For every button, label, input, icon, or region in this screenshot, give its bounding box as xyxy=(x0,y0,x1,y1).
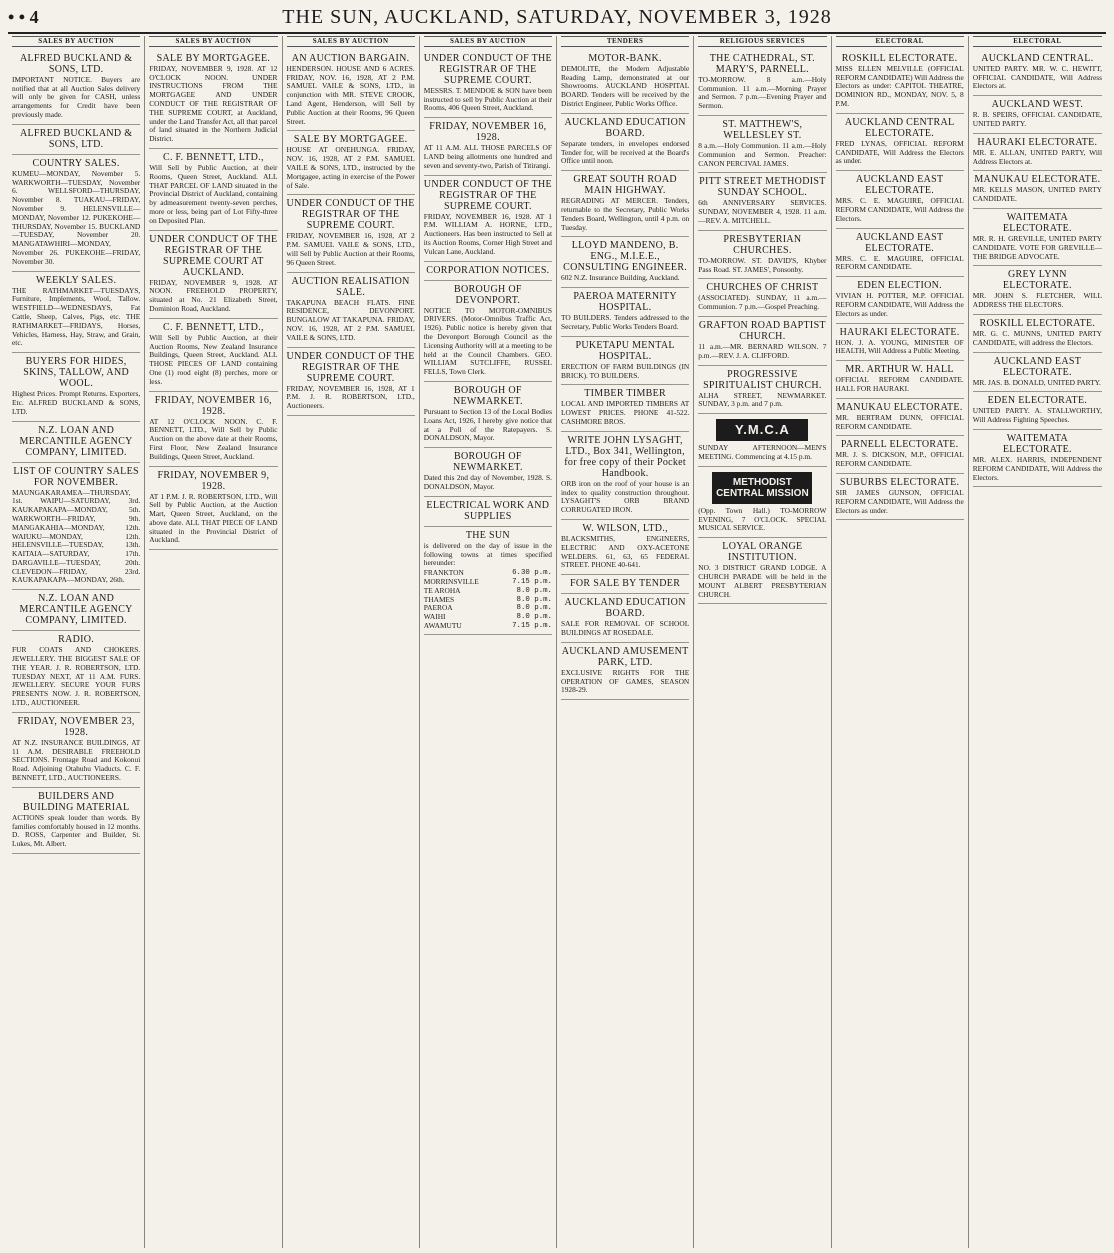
delivery-town: TE AROHA xyxy=(423,585,461,595)
ad-heading: CHURCHES OF CHRIST xyxy=(706,282,819,294)
ad-heading: ALFRED BUCKLAND & SONS, LTD. xyxy=(19,52,133,75)
ad-body: AT 12 O'CLOCK NOON. C. F. BENNETT, LTD., Will Sell by Public Auction on the above date at their Rooms, First Floor, New Zealand Insurance Buildings, Queen Street, Auckland. xyxy=(149,416,278,461)
advertisement xyxy=(698,538,826,604)
ad-body: FRIDAY, NOVEMBER 9, 1928. AT 12 O'CLOCK NOON. UNDER INSTRUCTIONS FROM THE MORTGAGEE AND UNDER CONDUCT OF THE REGISTRAR OF THE SUPREME COURT, at Auckland, under the Land Transfer Act, all that parcel of land situated in the Northern Judicial District. xyxy=(149,63,278,144)
ad-body: MESSRS. T. MENDOE & SON have been instructed to sell by Public Auction at their Rooms, 406 Queen Street, Auckland. xyxy=(423,85,552,113)
advertisement xyxy=(698,467,826,538)
ad-heading: FOR SALE BY TENDER xyxy=(570,578,681,590)
ad-heading: ELECTRICAL WORK AND SUPPLIES xyxy=(426,499,550,522)
ad-body: ERECTION OF FARM BUILDINGS (IN BRICK). TO BUILDERS. xyxy=(561,361,690,380)
ad-body: Will Sell by Public Auction, at their Auction Rooms, New Zealand Insurance Buildings, Queen Street, Auckland. ALL THOSE PIECES OF LAND containing One (1) rood eight (8) perches, more or less. xyxy=(149,332,278,386)
ad-heading: AUCKLAND AMUSEMENT PARK, LTD. xyxy=(561,645,689,668)
ad-body: MR. R. H. GREVILLE, UNITED PARTY CANDIDATE. VOTE FOR GREVILLE—THE BRIDGE ADVOCATE. xyxy=(972,233,1102,261)
ad-heading: BUILDERS AND BUILDING MATERIAL xyxy=(22,790,130,813)
ad-body: ALHA STREET, NEWMARKET. SUNDAY, 3 p.m. and 7 p.m. xyxy=(698,390,827,409)
ad-heading: AUCKLAND WEST. xyxy=(991,99,1084,111)
advertisement xyxy=(287,195,415,272)
ad-heading: W. WILSON, LTD., xyxy=(582,522,668,534)
ad-heading: THE CATHEDRAL, ST. MARY'S, PARNELL. xyxy=(709,52,815,75)
advertisement xyxy=(561,337,689,386)
ad-body: SIR JAMES GUNSON, OFFICIAL REFORM CANDIDATE, Will Address the Electors as under. xyxy=(835,487,964,515)
ad-body: FRED LYNAS, OFFICIAL REFORM CANDIDATE, Will Address the Electors as under. xyxy=(835,138,964,166)
advertisement xyxy=(561,385,689,431)
advertisement xyxy=(12,50,140,125)
ad-heading: AUCTION REALISATION SALE. xyxy=(291,275,410,298)
ad-heading: PARNELL ELECTORATE. xyxy=(840,439,959,451)
ad-heading: RADIO. xyxy=(58,634,95,646)
ad-heading: THE SUN xyxy=(465,529,510,541)
ad-heading: GREAT SOUTH ROAD MAIN HIGHWAY. xyxy=(573,174,677,197)
ad-body: MR. G. C. MUNNS, UNITED PARTY CANDIDATE, will address the Electors. xyxy=(972,328,1102,347)
ad-heading: MANUKAU ELECTORATE. xyxy=(974,174,1101,186)
ad-heading: UNDER CONDUCT OF THE REGISTRAR OF THE SUPREME COURT. xyxy=(423,178,552,212)
advertisement xyxy=(12,155,140,272)
ad-heading: FRIDAY, NOVEMBER 16, 1928. xyxy=(154,394,272,417)
ad-heading: FRIDAY, NOVEMBER 16, 1928. xyxy=(429,121,547,144)
ad-body: BLACKSMITHS, ENGINEERS, ELECTRIC AND OXY-ACETONE WELDERS. 61, 63, 65 FEDERAL STREET. PHONE 40-641. xyxy=(561,533,690,570)
ad-body: R. B. SPEIRS, OFFICIAL CANDIDATE, UNITED PARTY. xyxy=(972,110,1102,128)
advertisement xyxy=(973,430,1102,487)
ad-heading: SALE BY MORTGAGEE. xyxy=(156,52,271,64)
ad-heading: AUCKLAND EDUCATION BOARD. xyxy=(564,116,686,139)
ad-heading: BOROUGH OF NEWMARKET. xyxy=(453,384,523,407)
ymca-logo: Y.M.C.A xyxy=(716,419,808,441)
advertisement xyxy=(698,231,826,280)
advertisement xyxy=(836,399,964,437)
ad-body: FRIDAY, NOVEMBER 16, 1928, AT 2 P.M. SAMUEL VAILE & SONS, LTD., will Sell by Public Auction at their Rooms, 96 Queen Street. xyxy=(286,231,415,267)
advertisement xyxy=(149,231,277,319)
advertisement xyxy=(973,266,1102,315)
ad-body: LOCAL AND IMPORTED TIMBERS AT LOWEST PRICES. PHONE 41-522. CASHMORE BROS. xyxy=(561,399,690,426)
ad-body: KUMEU—MONDAY, November 5. WARKWORTH—TUESDAY, November 6. WELLSFORD—THURSDAY, November 8. TUAKAU—FRIDAY, November 9. HELENSVILLE—MONDAY, November 12. PUKEKOHE—THURSDAY, November 15. BUCKLAND—TUESDAY, November 20. MANGATAWHIRI—MONDAY, November 26. PUKEKOHE—FRIDAY, November 30. xyxy=(12,168,141,266)
advertisement xyxy=(561,237,689,288)
advertisement xyxy=(424,262,552,281)
delivery-town: THAMES xyxy=(423,594,455,604)
advertisement xyxy=(836,361,964,399)
page-number-row xyxy=(8,7,68,28)
page-number: 4 xyxy=(29,7,39,27)
masthead-dots: • • xyxy=(8,7,26,27)
advertisement xyxy=(973,50,1102,96)
advertisement xyxy=(561,50,689,114)
ad-body: MR. ALEX. HARRIS, INDEPENDENT REFORM CANDIDATE, Will Address the Electors. xyxy=(972,454,1102,482)
ad-heading: WAITEMATA ELECTORATE. xyxy=(1002,432,1072,455)
ad-heading: BOROUGH OF NEWMARKET. xyxy=(453,451,523,474)
advertisement xyxy=(424,281,552,382)
ad-body: (Opp. Town Hall.) TO-MORROW EVENING, 7 O'CLOCK. SPECIAL MUSICAL SERVICE. xyxy=(698,505,827,533)
delivery-town: WAIHI xyxy=(423,612,446,622)
advertisement xyxy=(698,366,826,415)
advertisement xyxy=(698,279,826,317)
advertisement xyxy=(149,50,277,149)
delivery-time: 8.0 p.m. xyxy=(516,604,552,613)
ad-body: 602 N.Z. Insurance Building, Auckland. xyxy=(561,273,680,283)
ad-body: Dated this 2nd day of November, 1928. S. DONALDSON, Mayor. xyxy=(423,473,552,491)
column-heading: SALES BY AUCTION xyxy=(12,36,140,47)
column-heading: ELECTORAL xyxy=(836,36,964,47)
advertisement xyxy=(973,96,1102,134)
ad-heading: BUYERS FOR HIDES, SKINS, TALLOW, AND WOOL. xyxy=(23,356,129,390)
ad-body: TAKAPUNA BEACH FLATS. FINE RESIDENCE, DEVONPORT. BUNGALOW AT TAKAPUNA. FRIDAY, NOV. 16, 1928, AT 2 P.M. SAMUEL VAILE & SONS, LTD. xyxy=(286,297,415,342)
masthead xyxy=(8,6,1106,34)
ad-body: MR. BERTRAM DUNN, OFFICIAL REFORM CANDIDATE. xyxy=(835,412,964,431)
ad-heading: AUCKLAND EAST ELECTORATE. xyxy=(855,174,944,197)
advertisement xyxy=(973,209,1102,266)
delivery-time: 8.0 p.m. xyxy=(516,595,552,604)
ad-heading: ROSKILL ELECTORATE. xyxy=(979,317,1096,329)
ad-body: 6th ANNIVERSARY SERVICES. SUNDAY, NOVEMBER 4, 1928. 11 a.m.—REV. A. MITCHELL. xyxy=(698,198,827,225)
advertisement xyxy=(561,643,689,700)
ad-heading: BOROUGH OF DEVONPORT. xyxy=(454,283,522,306)
ad-body: IMPORTANT NOTICE. Buyers are notified that at all Auction Sales delivery will only be given for CASH, unless arrangements for Credit have been previously made. xyxy=(12,74,141,119)
advertisement xyxy=(424,118,552,175)
ad-body: UNITED PARTY. A. STALLWORTHY, Will Address Fighting Speeches. xyxy=(972,406,1102,425)
advertisement xyxy=(12,631,140,713)
column-heading: ELECTORAL xyxy=(973,36,1102,47)
ad-body: FUR COATS AND CHOKERS. JEWELLERY. THE BIGGEST SALE OF THE YEAR. J. R. ROBERTSON, LTD. TUESDAY NEXT, AT 11 A.M. FURS. JEWELLERY. SECURE YOUR FURS PRESENTS NOW. J. R. ROBERTSON, LTD., AUCTIONEER. xyxy=(12,645,141,708)
advertisement xyxy=(149,149,277,231)
column-heading: SALES BY AUCTION xyxy=(287,36,415,47)
advertisement xyxy=(287,131,415,195)
advertisement xyxy=(424,497,552,527)
advertisement xyxy=(424,176,552,262)
ad-body: Pursuant to Section 13 of the Local Bodies Loans Act, 1926, I hereby give notice that at a Poll of the Ratepayers. S. DONALDSON, Mayor. xyxy=(423,406,552,443)
advertisement xyxy=(561,114,689,171)
ad-body: HOUSE AT ONEHUNGA. FRIDAY, NOV. 16, 1928, AT 2 P.M. SAMUEL VAILE & SONS, LTD., instructed by the Mortgagee, acting in exercise of the Power of Sale. xyxy=(286,145,415,190)
ad-body: HON. J. A. YOUNG, MINISTER OF HEALTH, Will Address a Public Meeting. xyxy=(835,337,964,356)
advertisement xyxy=(287,273,415,348)
ad-body: SALE FOR REMOVAL OF SCHOOL BUILDINGS AT ROSEDALE. xyxy=(561,619,690,637)
ad-body: MR. E. ALLAN, UNITED PARTY, Will Address Electors at. xyxy=(972,147,1102,166)
advertisement xyxy=(836,114,964,171)
ad-body: TO BUILDERS. Tenders addressed to the Secretary, Public Works Tenders Board. xyxy=(561,313,690,331)
advertisement xyxy=(561,575,689,594)
delivery-time: 6.30 p.m. xyxy=(512,569,552,578)
advertisement xyxy=(698,50,826,116)
ad-heading: EDEN ELECTORATE. xyxy=(987,395,1088,407)
ad-heading: FRIDAY, NOVEMBER 23, 1928. xyxy=(17,715,135,738)
advertisement xyxy=(973,353,1102,393)
column-8 xyxy=(969,36,1106,1248)
advertisement xyxy=(424,448,552,497)
ad-body: AT 1 P.M. J. R. ROBERTSON, LTD., Will Sell by Public Auction, at the Auction Mart, Queen Street, Auckland, on the above date. ALL THAT PIECE OF LAND situated in the Provincial District of Auckland. xyxy=(149,491,278,545)
column-heading: SALES BY AUCTION xyxy=(149,36,277,47)
ad-heading: UNDER CONDUCT OF THE REGISTRAR OF THE SUPREME COURT. xyxy=(286,350,415,384)
column-7 xyxy=(832,36,969,1248)
ad-heading: COUNTRY SALES. xyxy=(32,157,120,169)
ad-heading: ROSKILL ELECTORATE. xyxy=(841,52,958,64)
ad-heading: PAEROA MATERNITY HOSPITAL. xyxy=(573,291,677,314)
delivery-time: 7.15 p.m. xyxy=(512,621,552,630)
ad-heading: C. F. BENNETT, LTD., xyxy=(162,321,264,333)
ad-heading: C. F. BENNETT, LTD., xyxy=(162,151,264,163)
advertisement xyxy=(12,272,140,354)
advertisement xyxy=(12,590,140,631)
column-2 xyxy=(145,36,282,1248)
delivery-time: 8.0 p.m. xyxy=(516,613,552,622)
newspaper-title: THE SUN, AUCKLAND, SATURDAY, NOVEMBER 3, 1928 xyxy=(282,6,832,28)
ad-heading: MR. ARTHUR W. HALL xyxy=(845,364,954,376)
ad-body: MR. JAS. B. DONALD, UNITED PARTY. xyxy=(972,377,1101,387)
ad-heading: PUKETAPU MENTAL HOSPITAL. xyxy=(575,339,675,362)
ad-heading: HAURAKI ELECTORATE. xyxy=(977,136,1098,148)
ad-body: THE RATHMARKET—TUESDAYS, Furniture, Implements, Wool, Tallow. WESTFIELD—WEDNESDAYS, Fat Cattle, Sheep, Calves, Pigs, etc. THE RATHMARKET—FRIDAYS, Horses, Vehicles, Harness, Hay, Straw, and Grain, etc. xyxy=(12,285,141,348)
ad-body: VIVIAN H. POTTER, M.P. OFFICIAL REFORM CANDIDATE, Will Address the Electors as under. xyxy=(835,291,964,318)
ad-body: Highest Prices. Prompt Returns. Exporters, Etc. ALFRED BUCKLAND & SONS, LTD. xyxy=(12,389,141,416)
ad-body: AT N.Z. INSURANCE BUILDINGS, AT 11 A.M. DESIRABLE FREEHOLD SECTIONS. Frontage Road and Kokonui Road. Adjoining Otahuhu Viaducts. C. F. BENNETT, LTD., AUCTIONEERS. xyxy=(12,737,141,783)
ad-heading: N.Z. LOAN AND MERCANTILE AGENCY COMPANY, LIMITED. xyxy=(19,593,133,627)
advertisement xyxy=(973,392,1102,430)
column-1 xyxy=(8,36,145,1248)
column-heading: TENDERS xyxy=(561,36,689,47)
advertisement xyxy=(561,594,689,643)
ad-body: NO. 3 DISTRICT GRAND LODGE. A CHURCH PARADE will be held in the MOUNT ALBERT PRESBYTERIAN CHURCH. xyxy=(698,563,827,599)
ad-body: DEMOLITE, the Modern Adjustable Reading Lamp, demonstrated at our Showrooms. AUCKLAND HOSPITAL BOARD. Tenders will be received by the District Engineer, Public Works Office. xyxy=(561,63,690,108)
advertisement xyxy=(287,348,415,416)
ad-heading: PRESBYTERIAN CHURCHES. xyxy=(723,233,802,256)
advertisement xyxy=(836,277,964,323)
delivery-town: AWAMUTU xyxy=(423,620,462,630)
advertisement xyxy=(561,288,689,337)
advertisement xyxy=(836,474,964,520)
advertisement xyxy=(149,467,277,551)
advertisement xyxy=(12,713,140,788)
ad-body: is delivered on the day of issue in the following towns at times specified hereunder: xyxy=(423,540,552,568)
ad-heading: ALFRED BUCKLAND & SONS, LTD. xyxy=(19,127,133,150)
ad-heading: TIMBER TIMBER xyxy=(584,388,667,400)
ad-heading: AUCKLAND EDUCATION BOARD. xyxy=(564,597,686,620)
ad-heading: SALE BY MORTGAGEE. xyxy=(293,134,408,146)
ad-heading: UNDER CONDUCT OF THE REGISTRAR OF THE SUPREME COURT. xyxy=(286,198,415,232)
advertisement xyxy=(698,173,826,230)
ad-heading: GRAFTON ROAD BAPTIST CHURCH. xyxy=(698,319,826,342)
advertisement xyxy=(561,520,689,575)
ad-heading: PROGRESSIVE SPIRITUALIST CHURCH. xyxy=(703,368,822,391)
columns xyxy=(8,36,1106,1248)
delivery-time: 8.0 p.m. xyxy=(516,586,552,595)
ad-heading: N.Z. LOAN AND MERCANTILE AGENCY COMPANY, LIMITED. xyxy=(19,424,133,458)
ad-body: (ASSOCIATED). SUNDAY, 11 a.m.—Communion. 7 p.m.—Gospel Preaching. xyxy=(698,293,827,312)
ad-heading: AUCKLAND CENTRAL ELECTORATE. xyxy=(844,116,955,139)
ad-heading: HAURAKI ELECTORATE. xyxy=(839,326,960,338)
ad-heading: AUCKLAND CENTRAL. xyxy=(981,52,1094,64)
ad-body: MR. J. S. DICKSON, M.P., OFFICIAL REFORM CANDIDATE. xyxy=(835,450,964,469)
ad-body: MR. KELLS MASON, UNITED PARTY CANDIDATE. xyxy=(972,185,1102,204)
ad-body: REGRADING AT MERCER. Tenders, returnable to the Secretary, Public Works Tenders Board, Wellington, until 4 p.m. on Tuesday. xyxy=(561,196,690,232)
ad-body: MR. JOHN S. FLETCHER, WILL ADDRESS THE ELECTORS. xyxy=(972,291,1102,310)
advertisement xyxy=(149,319,277,392)
advertisement xyxy=(836,171,964,228)
advertisement xyxy=(836,436,964,474)
ad-body: SUNDAY AFTERNOON—MEN'S MEETING. Commencing at 4.15 p.m. xyxy=(698,443,827,461)
delivery-time: 7.15 p.m. xyxy=(512,577,552,586)
ad-heading: ST. MATTHEW'S, WELLESLEY ST. xyxy=(722,118,803,141)
ad-body: ACTIONS speak louder than words. By families comfortably housed in 12 months. D. ROSS, Carpenter and Builder, St. Lukes, Mt. Albert. xyxy=(12,812,141,849)
ad-heading: GREY LYNN ELECTORATE. xyxy=(1002,269,1072,292)
ad-body: MAUNGAKARAMEA—THURSDAY, 1st. WAIPU—SATURDAY, 3rd. KAUKAPAKAPA—MONDAY, 5th. WARKWORTH—FRIDAY, 9th. MANGAKAHIA—MONDAY, 12th. WAIUKU—MONDAY, 12th. HELENSVILLE—TUESDAY, 13th. KAITAIA—SATURDAY, 17th. DARGAVILLE—TUESDAY, 20th. CLEVEDON—FRIDAY, 23rd. KAUKAPAKAPA—MONDAY, 26th. xyxy=(12,487,141,585)
ad-body: 11 a.m.—MR. BERNARD WILSON. 7 p.m.—REV. J. A. CLIFFORD. xyxy=(698,341,827,360)
advertisement xyxy=(149,392,277,467)
advertisement xyxy=(12,353,140,421)
ad-heading: AUCKLAND EAST ELECTORATE. xyxy=(993,355,1082,378)
column-6 xyxy=(694,36,831,1248)
advertisement xyxy=(12,463,140,591)
advertisement xyxy=(973,171,1102,209)
ad-heading: EDEN ELECTION. xyxy=(857,280,942,292)
ad-heading: WRITE JOHN LYSAGHT, LTD., Box 341, Wellington, for free copy of their Pocket Handbook. xyxy=(564,434,686,479)
ad-body: HENDERSON. HOUSE AND 6 ACRES. FRIDAY, NOV. 16, 1928, AT 2 P.M. SAMUEL VAILE & SONS, LTD., in conjunction with MR. STEVE CROOK, Land Agent, Henderson, will Sell by Public Auction at their Rooms, 96 Queen Street. xyxy=(286,63,415,126)
ad-heading: LIST OF COUNTRY SALES FOR NOVEMBER. xyxy=(13,465,139,488)
advertisement xyxy=(698,317,826,366)
ad-body: ORB iron on the roof of your house is an index to quality construction throughout. LYSAGHT'S ORB BRAND CORRUGATED IRON. xyxy=(561,478,690,515)
delivery-town: MORRINSVILLE xyxy=(423,576,479,586)
column-4 xyxy=(420,36,557,1248)
column-heading: SALES BY AUCTION xyxy=(424,36,552,47)
ad-body: AT 11 A.M. ALL THOSE PARCELS OF LAND being allotments one hundred and seven and seventy-two, Parish of Titirangi. xyxy=(423,143,552,170)
column-5 xyxy=(557,36,694,1248)
ad-body: Separate tenders, in envelopes endorsed Tender for, will be received at the Board's Office until noon. xyxy=(561,138,690,166)
ad-body: OFFICIAL REFORM CANDIDATE. HALL FOR HAURAKI. xyxy=(835,375,964,393)
advertisement xyxy=(698,116,826,173)
advertisement xyxy=(12,788,140,854)
ad-heading: AN AUCTION BARGAIN. xyxy=(291,52,410,64)
ad-body: Will Sell by Public Auction, at their Rooms, Queen Street, Auckland. ALL THAT PARCEL OF LAND situated in the Provincial District of Auckland, containing by admeasurement twenty-seven perches, more or less, being part of Lot Fifty-three on Deposited Plan. xyxy=(149,162,278,225)
ad-heading: LOYAL ORANGE INSTITUTION. xyxy=(722,541,803,564)
advertisement xyxy=(973,134,1102,172)
ad-body: 8 a.m.—Holy Communion. 11 a.m.—Holy Communion and Sermon. Preacher: CANON PERCIVAL JAMES. xyxy=(698,140,827,168)
advertisement xyxy=(561,171,689,237)
delivery-town: FRANKTON xyxy=(423,568,464,578)
advertisement xyxy=(698,414,826,467)
advertisement xyxy=(12,125,140,155)
ad-body: TO-MORROW. ST. DAVID'S, Khyber Pass Road. ST. JAMES', Ponsonby. xyxy=(698,255,827,274)
advertisement xyxy=(424,527,552,635)
ad-body: UNITED PARTY. MR. W. C. HEWITT, OFFICIAL CANDIDATE, Will Address Electors at. xyxy=(972,63,1102,91)
advertisement xyxy=(561,432,689,520)
ad-body: FRIDAY, NOVEMBER 9, 1928. AT NOON. FREEHOLD PROPERTY, situated at No. 21 Elizabeth Street, Dominion Road, Auckland. xyxy=(149,277,278,313)
ad-body: TO-MORROW. 8 a.m.—Holy Communion. 11 a.m.—Morning Prayer and Sermon. 7 p.m.—Evening Prayer and Sermon. xyxy=(698,74,827,111)
ad-body: MRS. C. E. MAGUIRE, OFFICIAL REFORM CANDIDATE. xyxy=(835,253,964,272)
advertisement xyxy=(836,50,964,114)
advertisement xyxy=(12,422,140,463)
advertisement xyxy=(836,324,964,362)
advertisement xyxy=(973,315,1102,353)
methodist-mission-logo: METHODIST CENTRAL MISSION xyxy=(712,472,812,504)
ad-body: MRS. C. E. MAGUIRE, OFFICIAL REFORM CANDIDATE, Will Address the Electors. xyxy=(835,196,964,223)
advertisement xyxy=(836,229,964,278)
ad-heading: LLOYD MANDENO, B. ENG., M.I.E.E., CONSULTING ENGINEER. xyxy=(563,240,688,274)
advertisement xyxy=(424,382,552,448)
ad-body: FRIDAY, NOVEMBER 16, 1928, AT 1 P.M. J. R. ROBERTSON, LTD., Auctioneers. xyxy=(286,383,415,411)
ad-heading: WEEKLY SALES. xyxy=(35,274,117,286)
ad-body: EXCLUSIVE RIGHTS FOR THE OPERATION OF GAMES, SEASON 1928-29. xyxy=(561,667,690,695)
ad-heading: MOTOR-BANK. xyxy=(588,52,662,64)
ad-body: FRIDAY, NOVEMBER 16, 1928. AT 1 P.M. WILLIAM A. HORNE, LTD., Auctioneers. Has been instructed to Sell at its Auction Rooms, Corner High Street and Vulcan Lane, Auckland. xyxy=(423,211,552,256)
delivery-row xyxy=(424,622,552,631)
ad-heading: CORPORATION NOTICES. xyxy=(426,264,550,276)
ad-heading: FRIDAY, NOVEMBER 9, 1928. xyxy=(157,469,270,492)
ad-heading: AUCKLAND EAST ELECTORATE. xyxy=(855,231,944,254)
column-3 xyxy=(283,36,420,1248)
ad-heading: UNDER CONDUCT OF THE REGISTRAR OF THE SUPREME COURT AT AUCKLAND. xyxy=(149,233,278,278)
advertisement xyxy=(287,50,415,132)
ad-heading: SUBURBS ELECTORATE. xyxy=(839,476,960,488)
ad-body: MISS ELLEN MELVILLE (OFFICIAL REFORM CANDIDATE) Will Address the Electors as under: CAPITOL THEATRE, DOMINION RD., MONDAY, NOV. 5, 8 P.M. xyxy=(835,63,964,108)
ad-body: NOTICE TO MOTOR-OMNIBUS DRIVERS. (Motor-Omnibus Traffic Act, 1926). Public notice is hereby given that the Devonport Borough Council as the Licensing Authority will at a meeting to be held at the Council Chambers. GEO. WILLIAM SUTCLIFFE, RUSSEL FELLS, Town Clerk. xyxy=(423,305,552,377)
delivery-town: PAEROA xyxy=(423,603,453,613)
ad-heading: PITT STREET METHODIST SUNDAY SCHOOL. xyxy=(699,176,826,199)
ad-heading: WAITEMATA ELECTORATE. xyxy=(1002,211,1072,234)
column-heading: RELIGIOUS SERVICES xyxy=(698,36,826,47)
ad-heading: MANUKAU ELECTORATE. xyxy=(836,401,963,413)
advertisement xyxy=(424,50,552,118)
ad-heading: UNDER CONDUCT OF THE REGISTRAR OF THE SUPREME COURT. xyxy=(423,52,552,86)
